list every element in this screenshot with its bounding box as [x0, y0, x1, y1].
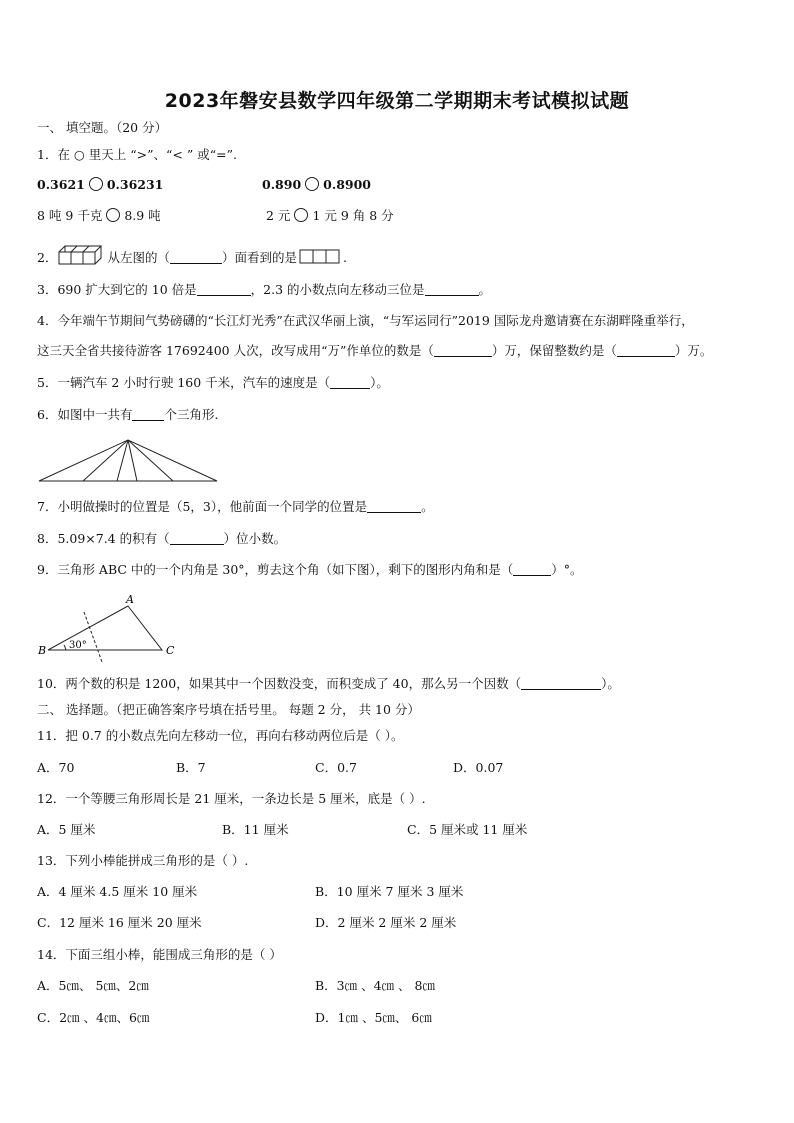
q14-option-c[interactable]: C．2㎝ 、4㎝、6㎝ — [37, 1010, 150, 1025]
question-12-stem: 12．一个等腰三角形周长是 21 厘米，一条边长是 5 厘米，底是（ ）. — [37, 791, 426, 806]
answer-blank[interactable] — [521, 677, 601, 690]
q3-text-b: ，2.3 的小数点向左移动三位是 — [250, 282, 425, 297]
answer-blank[interactable] — [434, 344, 492, 357]
q5-text-a: 5．一辆汽车 2 小时行驶 160 千米，汽车的速度是（ — [37, 375, 331, 390]
q11-option-c[interactable]: C．0.7 — [315, 760, 357, 775]
q1-row2-left — [37, 207, 161, 225]
q13-option-b[interactable]: B．10 厘米 7 厘米 3 厘米 — [315, 884, 464, 899]
section-1-heading: 一、 填空题。（20 分） — [37, 120, 168, 135]
q1-r1-a-right: 0.36231 — [106, 177, 164, 192]
q3-text-c: 。 — [478, 282, 492, 297]
q7-text-a: 7．小明做操时的位置是（5，3），他前面一个同学的位置是 — [37, 499, 368, 514]
q1-r2-a-left: 8 吨 9 千克 — [37, 208, 103, 223]
q2-end: . — [342, 250, 347, 265]
q1-row2-right — [266, 207, 394, 225]
question-2 — [37, 244, 347, 267]
q4-text-a: 这三天全省共接待游客 17692400 人次，改写成用“万”作单位的数是（ — [37, 343, 434, 358]
q1-r1-b-right: 0.8900 — [323, 177, 371, 192]
q7-text-b: 。 — [421, 499, 434, 514]
answer-blank[interactable] — [617, 344, 675, 357]
question-6 — [37, 406, 218, 424]
q1-r2-a-right: 8.9 吨 — [124, 208, 161, 223]
q1-r2-b-right: 1 元 9 角 8 分 — [312, 208, 394, 223]
answer-blank[interactable] — [132, 408, 164, 421]
q5-text-b: ）。 — [370, 375, 389, 390]
answer-blank[interactable] — [170, 532, 224, 545]
question-3 — [37, 281, 491, 299]
q14-option-a[interactable]: A．5㎝、 5㎝、2㎝ — [37, 978, 149, 993]
question-11-stem: 11．把 0.7 的小数点先向左移动一位，再向右移动两位后是（ ）。 — [37, 728, 404, 743]
answer-blank[interactable] — [197, 283, 251, 296]
page-title: 2023年磐安县数学四年级第二学期期末考试模拟试题 — [164, 90, 630, 112]
compare-circle[interactable] — [89, 177, 103, 191]
q3-text-a: 3．690 扩大到它的 10 倍是 — [37, 282, 197, 297]
q1-r1-b-left: 0.890 — [262, 177, 302, 192]
triangle-fan-figure — [37, 436, 221, 484]
q4-text-c: ）万。 — [674, 343, 713, 358]
q12-option-c[interactable]: C．5 厘米或 11 厘米 — [407, 822, 528, 837]
compare-circle[interactable] — [305, 177, 319, 191]
q13-option-c[interactable]: C．12 厘米 16 厘米 20 厘米 — [37, 915, 202, 930]
answer-blank[interactable] — [513, 563, 551, 576]
q1-row1-right — [262, 176, 371, 194]
answer-blank[interactable] — [330, 376, 370, 389]
question-4-line2 — [37, 342, 712, 360]
q12-option-a[interactable]: A．5 厘米 — [37, 822, 96, 837]
q9-text-b: ）°。 — [551, 562, 583, 577]
q6-text-b: 个三角形. — [164, 407, 219, 422]
vertex-label-c: C — [166, 644, 175, 657]
q8-text-b: ）位小数。 — [223, 531, 287, 546]
question-7 — [37, 498, 434, 516]
question-1-stem: 1．在 ○ 里天上 “>”、“< ” 或“=”. — [37, 147, 237, 162]
vertex-label-a: A — [126, 593, 134, 606]
question-10 — [37, 675, 620, 693]
q10-text-b: ）。 — [601, 676, 620, 691]
cube-stack-figure — [57, 244, 107, 266]
question-5 — [37, 374, 389, 392]
question-14-stem: 14．下面三组小棒，能围成三角形的是（ ） — [37, 947, 282, 962]
angle-label: 30° — [69, 640, 87, 651]
vertex-label-b: B — [38, 644, 47, 657]
question-4-line1: 4．今年端午节期间气势磅礴的“长江灯光秀”在武汉华丽上演，“与军运同行”2019 国际龙舟邀请赛在东湖畔隆重举行， — [37, 313, 694, 328]
q11-option-d[interactable]: D．0.07 — [453, 760, 504, 775]
q13-option-d[interactable]: D．2 厘米 2 厘米 2 厘米 — [315, 915, 457, 930]
question-9 — [37, 561, 583, 579]
q4-text-b: ）万，保留整数约是（ — [491, 343, 617, 358]
q11-option-b[interactable]: B．7 — [176, 760, 206, 775]
q2-text-mid: 从左图的（ — [107, 250, 170, 265]
q2-number: 2． — [37, 250, 58, 265]
q10-text-a: 10．两个数的积是 1200，如果其中一个因数没变，而积变成了 40，那么另一个因数（ — [37, 676, 522, 691]
compare-circle[interactable] — [294, 208, 308, 222]
question-8 — [37, 530, 286, 548]
question-13-stem: 13．下列小棒能拼成三角形的是（ ）. — [37, 853, 249, 868]
q11-option-a[interactable]: A．70 — [37, 760, 75, 775]
q9-text-a: 9．三角形 ABC 中的一个内角是 30°，剪去这个角（如下图），剩下的图形内角和是（ — [37, 562, 514, 577]
q12-option-b[interactable]: B．11 厘米 — [222, 822, 289, 837]
q14-option-b[interactable]: B．3㎝ 、4㎝ 、 8㎝ — [315, 978, 435, 993]
answer-blank[interactable] — [170, 251, 222, 264]
compare-circle[interactable] — [106, 208, 120, 222]
q1-r1-a-left: 0.3621 — [37, 177, 85, 192]
section-2-heading: 二、 选择题。（把正确答案序号填在括号里。 每题 2 分， 共 10 分） — [37, 702, 420, 717]
q1-row1-left — [37, 176, 163, 194]
q13-option-a[interactable]: A．4 厘米 4.5 厘米 10 厘米 — [37, 884, 198, 899]
three-squares-figure — [299, 249, 343, 265]
q2-text-after: ）面看到的是 — [221, 250, 297, 265]
answer-blank[interactable] — [367, 500, 421, 513]
q1-r2-b-left: 2 元 — [266, 208, 291, 223]
q8-text-a: 8．5.09×7.4 的积有（ — [37, 531, 170, 546]
answer-blank[interactable] — [425, 283, 479, 296]
triangle-abc-figure — [36, 590, 186, 664]
q14-option-d[interactable]: D．1㎝ 、5㎝、 6㎝ — [315, 1010, 432, 1025]
q6-text-a: 6．如图中一共有 — [37, 407, 133, 422]
